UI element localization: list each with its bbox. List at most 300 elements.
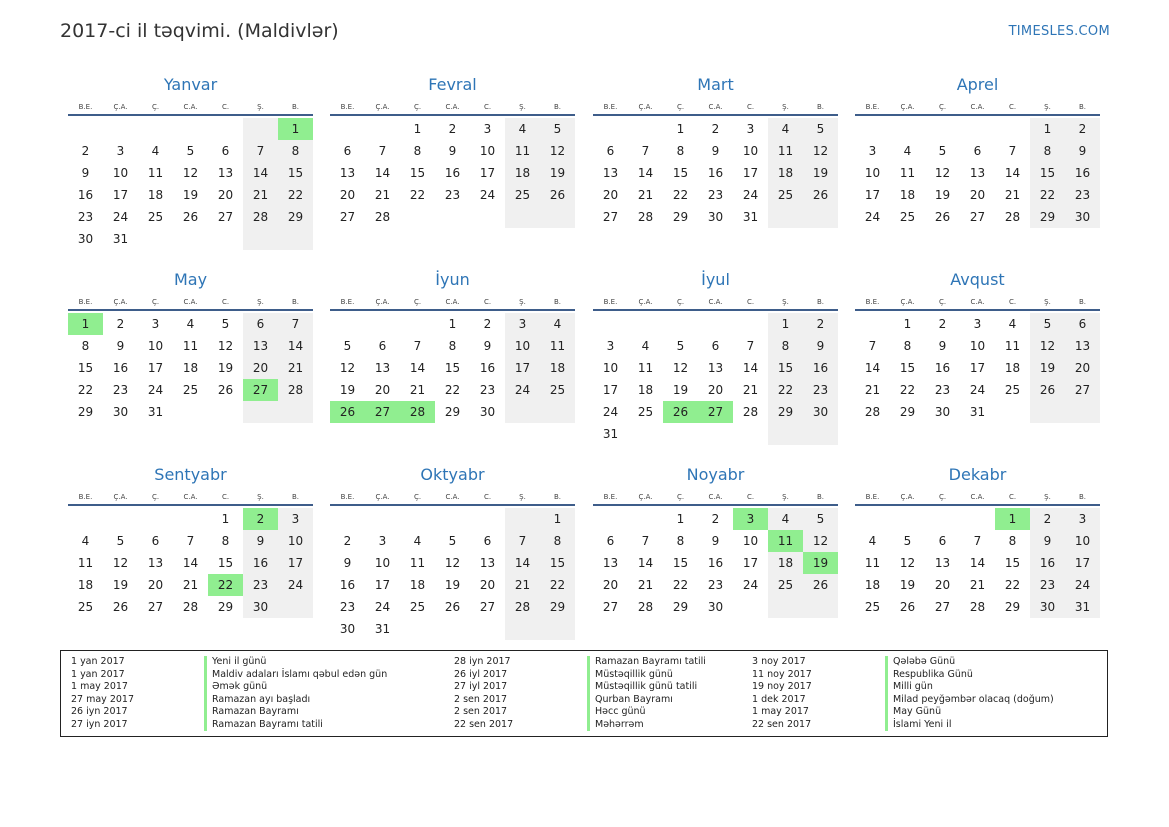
day-cell[interactable]: 30 (243, 596, 278, 618)
day-cell[interactable]: 30 (1065, 206, 1100, 228)
day-cell[interactable]: 28 (374, 210, 391, 224)
day-cell[interactable]: 14 (409, 361, 426, 375)
day-cell[interactable]: 30 (112, 405, 129, 419)
day-cell[interactable]: 24 (742, 578, 759, 592)
day-cell[interactable]: 19 (672, 383, 689, 397)
day-cell[interactable]: 27 (479, 600, 496, 614)
day-cell[interactable]: 10 (969, 339, 986, 353)
day-cell[interactable]: 21 (243, 184, 278, 206)
day-cell[interactable]: 13 (479, 556, 496, 570)
day-cell[interactable]: 25 (77, 600, 94, 614)
day-cell[interactable]: 29 (278, 206, 313, 228)
day-cell[interactable]: 12 (672, 361, 689, 375)
day-cell[interactable]: 8 (448, 339, 457, 353)
day-cell[interactable]: 11 (637, 361, 654, 375)
day-cell[interactable]: 3 (378, 534, 387, 548)
day-cell[interactable]: 6 (483, 534, 492, 548)
day-cell[interactable]: 28 (505, 596, 540, 618)
day-cell[interactable]: 30 (934, 405, 951, 419)
day-cell[interactable]: 25 (768, 574, 803, 596)
day-cell[interactable]: 21 (637, 578, 654, 592)
day-cell[interactable]: 15 (278, 162, 313, 184)
day-cell[interactable]: 16 (1030, 552, 1065, 574)
day-cell[interactable]: 18 (1004, 361, 1021, 375)
day-cell[interactable]: 27 (365, 401, 400, 423)
day-cell[interactable]: 10 (278, 530, 313, 552)
day-cell[interactable]: 3 (151, 317, 160, 331)
day-cell[interactable]: 29 (672, 600, 689, 614)
day-cell[interactable]: 9 (803, 335, 838, 357)
day-cell[interactable]: 14 (505, 552, 540, 574)
day-cell[interactable]: 4 (641, 339, 650, 353)
day-cell[interactable]: 23 (934, 383, 951, 397)
day-cell[interactable]: 7 (413, 339, 422, 353)
day-cell[interactable]: 6 (343, 144, 352, 158)
day-cell[interactable]: 13 (707, 361, 724, 375)
day-cell[interactable]: 15 (672, 556, 689, 570)
day-cell[interactable]: 22 (208, 574, 243, 596)
day-cell[interactable]: 16 (243, 552, 278, 574)
day-cell[interactable]: 15 (899, 361, 916, 375)
day-cell[interactable]: 22 (768, 379, 803, 401)
day-cell[interactable]: 12 (1030, 335, 1065, 357)
day-cell[interactable]: 23 (112, 383, 129, 397)
day-cell[interactable]: 28 (637, 600, 654, 614)
day-cell[interactable]: 21 (742, 383, 759, 397)
day-cell[interactable]: 5 (221, 317, 230, 331)
day-cell[interactable]: 26 (803, 574, 838, 596)
day-cell[interactable]: 13 (374, 361, 391, 375)
day-cell[interactable]: 1 (221, 512, 230, 526)
day-cell[interactable]: 8 (768, 335, 803, 357)
day-cell[interactable]: 11 (864, 556, 881, 570)
day-cell[interactable]: 5 (676, 339, 685, 353)
day-cell[interactable]: 30 (707, 600, 724, 614)
day-cell[interactable]: 3 (733, 508, 768, 530)
day-cell[interactable]: 28 (243, 206, 278, 228)
day-cell[interactable]: 9 (483, 339, 492, 353)
day-cell[interactable]: 19 (803, 552, 838, 574)
day-cell[interactable]: 16 (444, 166, 461, 180)
day-cell[interactable]: 26 (899, 600, 916, 614)
day-cell[interactable]: 19 (540, 162, 575, 184)
day-cell[interactable]: 13 (1065, 335, 1100, 357)
day-cell[interactable]: 25 (1004, 383, 1021, 397)
day-cell[interactable]: 14 (969, 556, 986, 570)
site-logo-text[interactable]: TIMESLES.COM (1008, 24, 1110, 39)
day-cell[interactable]: 22 (1004, 578, 1021, 592)
day-cell[interactable]: 9 (448, 144, 457, 158)
day-cell[interactable]: 17 (278, 552, 313, 574)
day-cell[interactable]: 14 (182, 556, 199, 570)
day-cell[interactable]: 8 (1008, 534, 1017, 548)
day-cell[interactable]: 17 (602, 383, 619, 397)
day-cell[interactable]: 21 (278, 357, 313, 379)
day-cell[interactable]: 4 (151, 144, 160, 158)
day-cell[interactable]: 16 (934, 361, 951, 375)
day-cell[interactable]: 26 (330, 401, 365, 423)
day-cell[interactable]: 13 (339, 166, 356, 180)
day-cell[interactable]: 15 (1030, 162, 1065, 184)
day-cell[interactable]: 1 (1030, 118, 1065, 140)
day-cell[interactable]: 26 (182, 210, 199, 224)
day-cell[interactable]: 18 (637, 383, 654, 397)
day-cell[interactable]: 15 (540, 552, 575, 574)
day-cell[interactable]: 27 (339, 210, 356, 224)
day-cell[interactable]: 4 (413, 534, 422, 548)
day-cell[interactable]: 10 (112, 166, 129, 180)
day-cell[interactable]: 7 (186, 534, 195, 548)
day-cell[interactable]: 7 (378, 144, 387, 158)
day-cell[interactable]: 14 (637, 166, 654, 180)
day-cell[interactable]: 12 (339, 361, 356, 375)
day-cell[interactable]: 8 (278, 140, 313, 162)
day-cell[interactable]: 17 (479, 166, 496, 180)
day-cell[interactable]: 29 (768, 401, 803, 423)
day-cell[interactable]: 25 (768, 184, 803, 206)
day-cell[interactable]: 29 (1004, 600, 1021, 614)
day-cell[interactable]: 11 (899, 166, 916, 180)
day-cell[interactable]: 30 (77, 232, 94, 246)
day-cell[interactable]: 22 (672, 188, 689, 202)
day-cell[interactable]: 26 (217, 383, 234, 397)
day-cell[interactable]: 17 (374, 578, 391, 592)
day-cell[interactable]: 15 (1004, 556, 1021, 570)
day-cell[interactable]: 22 (899, 383, 916, 397)
day-cell[interactable]: 10 (505, 335, 540, 357)
day-cell[interactable]: 31 (112, 232, 129, 246)
day-cell[interactable]: 23 (1065, 184, 1100, 206)
day-cell[interactable]: 29 (899, 405, 916, 419)
day-cell[interactable]: 10 (602, 361, 619, 375)
day-cell[interactable]: 24 (969, 383, 986, 397)
day-cell[interactable]: 20 (602, 188, 619, 202)
day-cell[interactable]: 6 (973, 144, 982, 158)
day-cell[interactable]: 2 (448, 122, 457, 136)
day-cell[interactable]: 25 (540, 379, 575, 401)
day-cell[interactable]: 3 (483, 122, 492, 136)
day-cell[interactable]: 6 (606, 144, 615, 158)
day-cell[interactable]: 1 (676, 122, 685, 136)
day-cell[interactable]: 3 (278, 508, 313, 530)
day-cell[interactable]: 24 (1065, 574, 1100, 596)
day-cell[interactable]: 6 (1065, 313, 1100, 335)
day-cell[interactable]: 3 (116, 144, 125, 158)
day-cell[interactable]: 1 (448, 317, 457, 331)
day-cell[interactable]: 9 (243, 530, 278, 552)
day-cell[interactable]: 15 (409, 166, 426, 180)
day-cell[interactable]: 14 (278, 335, 313, 357)
day-cell[interactable]: 26 (540, 184, 575, 206)
day-cell[interactable]: 10 (1065, 530, 1100, 552)
day-cell[interactable]: 14 (864, 361, 881, 375)
day-cell[interactable]: 20 (1065, 357, 1100, 379)
day-cell[interactable]: 12 (540, 140, 575, 162)
day-cell[interactable]: 4 (768, 118, 803, 140)
day-cell[interactable]: 16 (339, 578, 356, 592)
day-cell[interactable]: 13 (602, 556, 619, 570)
day-cell[interactable]: 20 (217, 188, 234, 202)
day-cell[interactable]: 12 (217, 339, 234, 353)
day-cell[interactable]: 22 (540, 574, 575, 596)
day-cell[interactable]: 10 (864, 166, 881, 180)
day-cell[interactable]: 28 (742, 405, 759, 419)
day-cell[interactable]: 26 (663, 401, 698, 423)
day-cell[interactable]: 14 (1004, 166, 1021, 180)
day-cell[interactable]: 9 (1065, 140, 1100, 162)
day-cell[interactable]: 9 (938, 339, 947, 353)
day-cell[interactable]: 31 (1065, 596, 1100, 618)
day-cell[interactable]: 8 (676, 144, 685, 158)
day-cell[interactable]: 16 (112, 361, 129, 375)
day-cell[interactable]: 2 (803, 313, 838, 335)
day-cell[interactable]: 2 (938, 317, 947, 331)
day-cell[interactable]: 28 (278, 379, 313, 401)
day-cell[interactable]: 11 (768, 140, 803, 162)
day-cell[interactable]: 18 (505, 162, 540, 184)
day-cell[interactable]: 6 (606, 534, 615, 548)
day-cell[interactable]: 3 (973, 317, 982, 331)
day-cell[interactable]: 21 (409, 383, 426, 397)
day-cell[interactable]: 27 (969, 210, 986, 224)
day-cell[interactable]: 21 (1004, 188, 1021, 202)
day-cell[interactable]: 27 (217, 210, 234, 224)
day-cell[interactable]: 19 (803, 162, 838, 184)
day-cell[interactable]: 5 (448, 534, 457, 548)
day-cell[interactable]: 4 (1008, 317, 1017, 331)
day-cell[interactable]: 20 (374, 383, 391, 397)
day-cell[interactable]: 21 (182, 578, 199, 592)
day-cell[interactable]: 16 (77, 188, 94, 202)
day-cell[interactable]: 31 (602, 427, 619, 441)
day-cell[interactable]: 3 (606, 339, 615, 353)
day-cell[interactable]: 25 (505, 184, 540, 206)
day-cell[interactable]: 24 (112, 210, 129, 224)
day-cell[interactable]: 26 (1030, 379, 1065, 401)
day-cell[interactable]: 28 (1004, 210, 1021, 224)
day-cell[interactable]: 23 (77, 210, 94, 224)
day-cell[interactable]: 5 (1030, 313, 1065, 335)
day-cell[interactable]: 15 (672, 166, 689, 180)
day-cell[interactable]: 20 (147, 578, 164, 592)
day-cell[interactable]: 23 (1030, 574, 1065, 596)
day-cell[interactable]: 1 (768, 313, 803, 335)
day-cell[interactable]: 31 (742, 210, 759, 224)
day-cell[interactable]: 7 (243, 140, 278, 162)
day-cell[interactable]: 25 (182, 383, 199, 397)
day-cell[interactable]: 20 (243, 357, 278, 379)
day-cell[interactable]: 4 (81, 534, 90, 548)
day-cell[interactable]: 3 (746, 122, 755, 136)
day-cell[interactable]: 9 (711, 534, 720, 548)
day-cell[interactable]: 25 (147, 210, 164, 224)
day-cell[interactable]: 24 (742, 188, 759, 202)
day-cell[interactable]: 27 (147, 600, 164, 614)
day-cell[interactable]: 29 (77, 405, 94, 419)
day-cell[interactable]: 22 (672, 578, 689, 592)
day-cell[interactable]: 5 (938, 144, 947, 158)
day-cell[interactable]: 1 (68, 313, 103, 335)
day-cell[interactable]: 9 (116, 339, 125, 353)
day-cell[interactable]: 4 (540, 313, 575, 335)
day-cell[interactable]: 12 (182, 166, 199, 180)
day-cell[interactable]: 24 (505, 379, 540, 401)
day-cell[interactable]: 29 (540, 596, 575, 618)
day-cell[interactable]: 7 (868, 339, 877, 353)
day-cell[interactable]: 17 (969, 361, 986, 375)
day-cell[interactable]: 16 (803, 357, 838, 379)
day-cell[interactable]: 13 (969, 166, 986, 180)
day-cell[interactable]: 31 (969, 405, 986, 419)
day-cell[interactable]: 28 (969, 600, 986, 614)
day-cell[interactable]: 3 (505, 313, 540, 335)
day-cell[interactable]: 5 (116, 534, 125, 548)
day-cell[interactable]: 5 (903, 534, 912, 548)
day-cell[interactable]: 18 (768, 162, 803, 184)
day-cell[interactable]: 16 (707, 166, 724, 180)
day-cell[interactable]: 11 (147, 166, 164, 180)
day-cell[interactable]: 23 (707, 188, 724, 202)
day-cell[interactable]: 27 (1065, 379, 1100, 401)
day-cell[interactable]: 1 (903, 317, 912, 331)
day-cell[interactable]: 1 (413, 122, 422, 136)
day-cell[interactable]: 11 (409, 556, 426, 570)
day-cell[interactable]: 2 (711, 122, 720, 136)
day-cell[interactable]: 30 (803, 401, 838, 423)
day-cell[interactable]: 18 (147, 188, 164, 202)
day-cell[interactable]: 26 (444, 600, 461, 614)
day-cell[interactable]: 8 (221, 534, 230, 548)
day-cell[interactable]: 16 (707, 556, 724, 570)
day-cell[interactable]: 17 (147, 361, 164, 375)
day-cell[interactable]: 15 (77, 361, 94, 375)
day-cell[interactable]: 22 (409, 188, 426, 202)
day-cell[interactable]: 22 (444, 383, 461, 397)
day-cell[interactable]: 25 (864, 600, 881, 614)
day-cell[interactable]: 6 (711, 339, 720, 353)
day-cell[interactable]: 8 (1030, 140, 1065, 162)
day-cell[interactable]: 1 (540, 508, 575, 530)
day-cell[interactable]: 24 (479, 188, 496, 202)
day-cell[interactable]: 25 (637, 405, 654, 419)
day-cell[interactable]: 21 (637, 188, 654, 202)
day-cell[interactable]: 20 (339, 188, 356, 202)
day-cell[interactable]: 19 (182, 188, 199, 202)
day-cell[interactable]: 30 (707, 210, 724, 224)
day-cell[interactable]: 14 (637, 556, 654, 570)
day-cell[interactable]: 28 (182, 600, 199, 614)
day-cell[interactable]: 13 (602, 166, 619, 180)
day-cell[interactable]: 18 (899, 188, 916, 202)
day-cell[interactable]: 29 (672, 210, 689, 224)
day-cell[interactable]: 21 (374, 188, 391, 202)
day-cell[interactable]: 9 (81, 166, 90, 180)
day-cell[interactable]: 9 (1030, 530, 1065, 552)
day-cell[interactable]: 15 (768, 357, 803, 379)
day-cell[interactable]: 17 (742, 556, 759, 570)
day-cell[interactable]: 19 (899, 578, 916, 592)
day-cell[interactable]: 24 (374, 600, 391, 614)
day-cell[interactable]: 19 (112, 578, 129, 592)
day-cell[interactable]: 2 (243, 508, 278, 530)
day-cell[interactable]: 7 (1008, 144, 1017, 158)
day-cell[interactable]: 29 (217, 600, 234, 614)
day-cell[interactable]: 7 (278, 313, 313, 335)
day-cell[interactable]: 5 (803, 118, 838, 140)
day-cell[interactable]: 17 (505, 357, 540, 379)
day-cell[interactable]: 6 (243, 313, 278, 335)
day-cell[interactable]: 14 (742, 361, 759, 375)
day-cell[interactable]: 27 (602, 210, 619, 224)
day-cell[interactable]: 23 (479, 383, 496, 397)
day-cell[interactable]: 23 (444, 188, 461, 202)
day-cell[interactable]: 20 (479, 578, 496, 592)
day-cell[interactable]: 19 (934, 188, 951, 202)
day-cell[interactable]: 24 (278, 574, 313, 596)
day-cell[interactable]: 7 (641, 534, 650, 548)
day-cell[interactable]: 24 (602, 405, 619, 419)
day-cell[interactable]: 17 (112, 188, 129, 202)
day-cell[interactable]: 17 (1065, 552, 1100, 574)
day-cell[interactable]: 22 (77, 383, 94, 397)
day-cell[interactable]: 15 (444, 361, 461, 375)
day-cell[interactable]: 29 (1030, 206, 1065, 228)
day-cell[interactable]: 1 (995, 508, 1030, 530)
day-cell[interactable]: 13 (243, 335, 278, 357)
day-cell[interactable]: 18 (768, 552, 803, 574)
day-cell[interactable]: 20 (934, 578, 951, 592)
day-cell[interactable]: 4 (868, 534, 877, 548)
day-cell[interactable]: 1 (278, 118, 313, 140)
day-cell[interactable]: 7 (505, 530, 540, 552)
day-cell[interactable]: 11 (77, 556, 94, 570)
day-cell[interactable]: 24 (147, 383, 164, 397)
day-cell[interactable]: 26 (112, 600, 129, 614)
day-cell[interactable]: 18 (864, 578, 881, 592)
day-cell[interactable]: 18 (182, 361, 199, 375)
day-cell[interactable]: 23 (803, 379, 838, 401)
day-cell[interactable]: 19 (1030, 357, 1065, 379)
day-cell[interactable]: 5 (540, 118, 575, 140)
day-cell[interactable]: 13 (934, 556, 951, 570)
day-cell[interactable]: 25 (899, 210, 916, 224)
day-cell[interactable]: 7 (641, 144, 650, 158)
day-cell[interactable]: 17 (742, 166, 759, 180)
day-cell[interactable]: 8 (81, 339, 90, 353)
day-cell[interactable]: 19 (444, 578, 461, 592)
day-cell[interactable]: 2 (1030, 508, 1065, 530)
day-cell[interactable]: 27 (698, 401, 733, 423)
day-cell[interactable]: 2 (1065, 118, 1100, 140)
day-cell[interactable]: 2 (81, 144, 90, 158)
day-cell[interactable]: 22 (278, 184, 313, 206)
day-cell[interactable]: 23 (243, 574, 278, 596)
day-cell[interactable]: 10 (742, 144, 759, 158)
day-cell[interactable]: 27 (934, 600, 951, 614)
day-cell[interactable]: 19 (217, 361, 234, 375)
day-cell[interactable]: 20 (707, 383, 724, 397)
day-cell[interactable]: 8 (676, 534, 685, 548)
day-cell[interactable]: 28 (637, 210, 654, 224)
day-cell[interactable]: 13 (147, 556, 164, 570)
day-cell[interactable]: 26 (803, 184, 838, 206)
day-cell[interactable]: 12 (803, 530, 838, 552)
day-cell[interactable]: 28 (400, 401, 435, 423)
day-cell[interactable]: 7 (746, 339, 755, 353)
day-cell[interactable]: 18 (409, 578, 426, 592)
day-cell[interactable]: 5 (803, 508, 838, 530)
day-cell[interactable]: 23 (339, 600, 356, 614)
